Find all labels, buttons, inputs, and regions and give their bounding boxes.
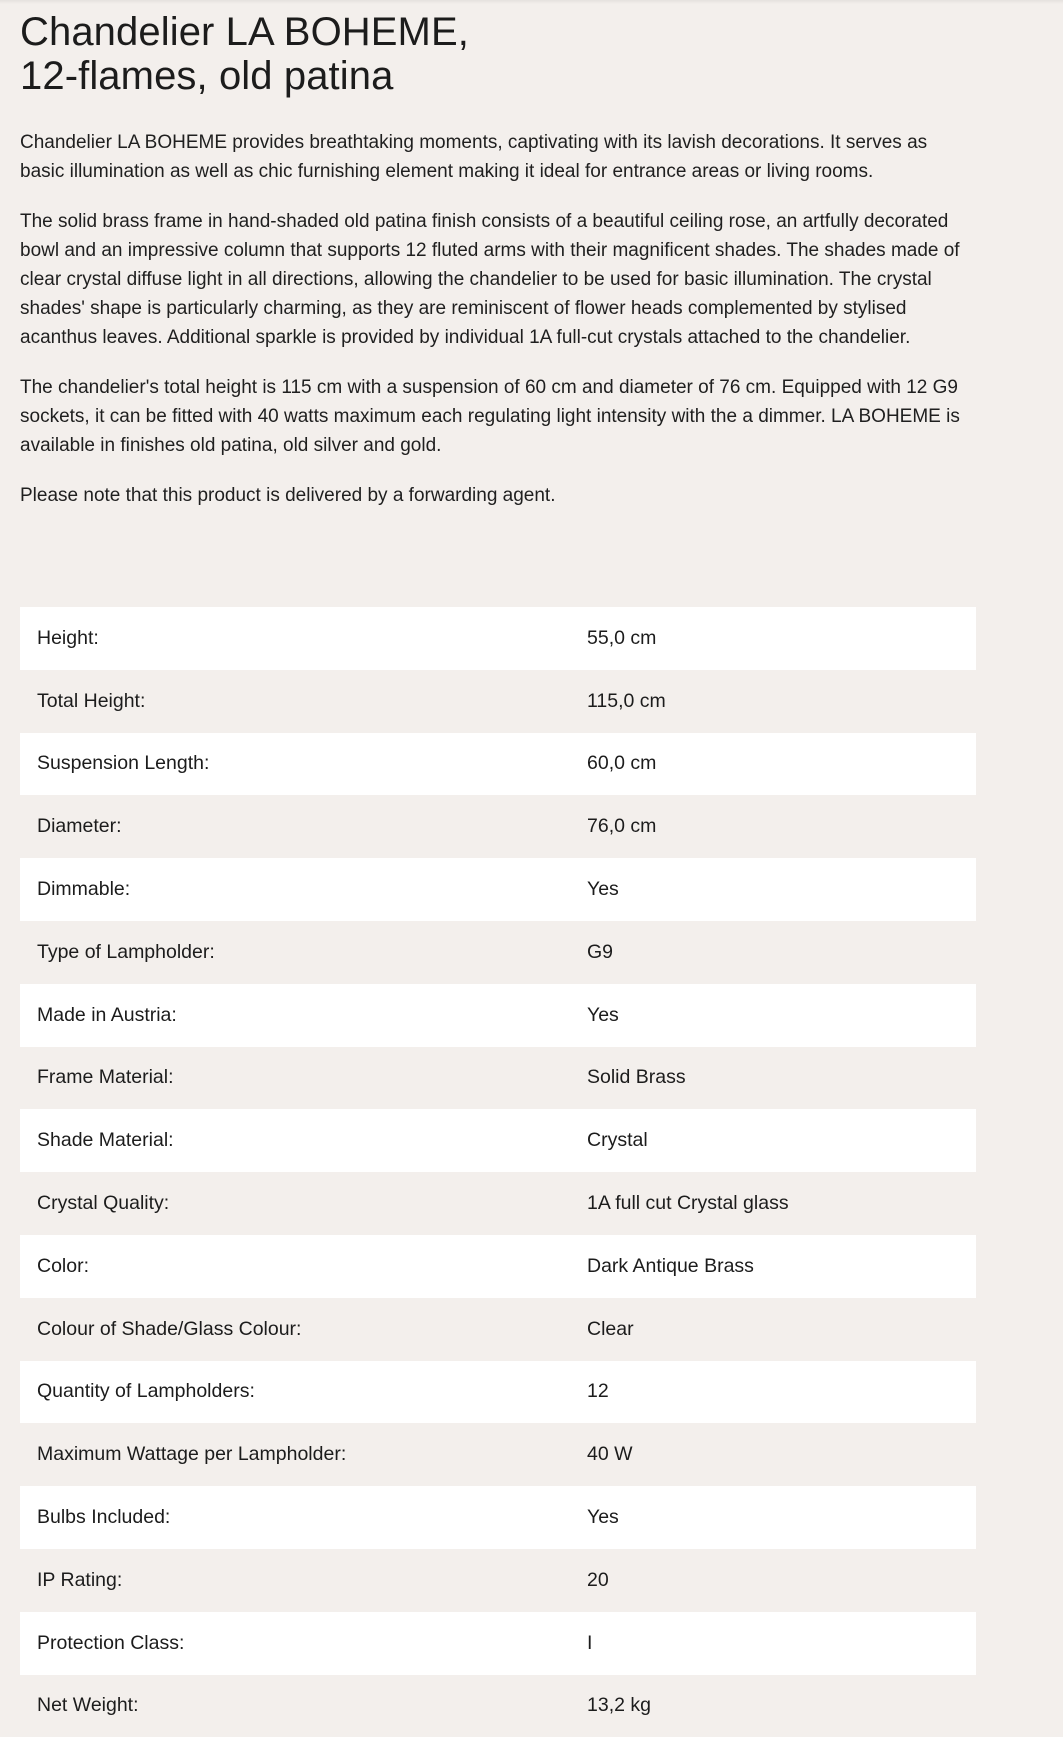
spec-label: Quantity of Lampholders: [20, 1361, 587, 1424]
spec-label: Crystal Quality: [37, 1192, 170, 1215]
top-edge-shadow [0, 0, 1063, 4]
spec-value: 60,0 cm [587, 733, 976, 796]
table-row [20, 1486, 976, 1549]
spec-label: Shade Material: [20, 1109, 587, 1172]
spec-value: 115,0 cm [587, 689, 666, 712]
product-title-line-1: Chandelier LA BOHEME, [20, 10, 469, 54]
table-row [20, 607, 976, 670]
description-paragraph-dimensions: The chandelier's total height is 115 cm with a suspension of 60 cm and diameter of 76 cm. Equipped with 12 G9 sockets, it can be fitted with 40 watts maximum each regulating light intensity with the a dimmer. LA BOHEME is available in finishes old patina, old silver and gold. [20, 377, 960, 456]
description-paragraph-frame: The solid brass frame in hand-shaded old patina finish consists of a beautiful ceiling rose, an artfully decorated bowl and an impressive column that supports 12 fluted arms with their magnificent shades. The shades made of clear crystal diffuse light in all directions, allowing the chandelier to be used for basic illumination. The crystal shades' shape is particularly charming, as they are reminiscent of flower heads complemented by stylised acanthus leaves. Additional sparkle is provided by individual 1A full-cut crystals attached to the chandelier. [20, 211, 960, 348]
spec-label: Colour of Shade/Glass Colour: [37, 1317, 302, 1340]
table-row [20, 1235, 976, 1298]
table-row [20, 984, 976, 1047]
spec-label: Made in Austria: [20, 984, 587, 1047]
spec-label: Bulbs Included: [20, 1486, 587, 1549]
table-row [20, 1109, 976, 1172]
spec-label: Protection Class: [20, 1612, 587, 1675]
spec-label: Net Weight: [37, 1694, 139, 1717]
spec-label: Height: [20, 607, 587, 670]
spec-value: Dark Antique Brass [587, 1235, 976, 1298]
spec-label: Dimmable: [20, 858, 587, 921]
spec-value: Yes [587, 1486, 976, 1549]
spec-label: Frame Material: [37, 1066, 174, 1089]
spec-label: Suspension Length: [20, 733, 587, 796]
product-title-line-2: 12-flames, old patina [20, 54, 394, 98]
spec-value: 40 W [587, 1443, 633, 1466]
table-row [20, 1047, 976, 1110]
spec-value: Solid Brass [587, 1066, 686, 1089]
table-row [20, 1549, 976, 1612]
table-row [20, 921, 976, 984]
table-row [20, 1612, 976, 1675]
spec-value: 55,0 cm [587, 607, 976, 670]
product-description [20, 128, 976, 510]
spec-value: 1A full cut Crystal glass [587, 1192, 789, 1215]
spec-value: G9 [587, 940, 614, 963]
table-row [20, 858, 976, 921]
table-row [20, 670, 976, 733]
specifications-table [20, 607, 976, 1737]
spec-label: Diameter: [37, 815, 122, 838]
spec-label: Type of Lampholder: [37, 940, 215, 963]
description-paragraph-intro: Chandelier LA BOHEME provides breathtaking moments, captivating with its lavish decorations. It serves as basic illumination as well as chic furnishing element making it ideal for entrance areas or living rooms. [20, 132, 928, 182]
table-row [20, 1423, 976, 1486]
spec-label: Color: [20, 1235, 587, 1298]
spec-value: 12 [587, 1361, 976, 1424]
table-row [20, 1361, 976, 1424]
spec-value: I [587, 1612, 976, 1675]
spec-value: Crystal [587, 1109, 976, 1172]
product-description-section [20, 10, 976, 531]
table-row [20, 1298, 976, 1361]
spec-label: Total Height: [37, 689, 146, 712]
spec-value: Yes [587, 858, 976, 921]
table-row [20, 733, 976, 796]
spec-value: 76,0 cm [587, 815, 657, 838]
spec-value: 13,2 kg [587, 1694, 651, 1717]
table-row [20, 1172, 976, 1235]
product-title [20, 10, 976, 98]
table-row [20, 795, 976, 858]
spec-value: 20 [587, 1568, 609, 1591]
description-paragraph-delivery-note: Please note that this product is delivered by a forwarding agent. [20, 485, 556, 506]
spec-value: Clear [587, 1317, 634, 1340]
spec-label: Maximum Wattage per Lampholder: [37, 1443, 347, 1466]
spec-value: Yes [587, 984, 976, 1047]
spec-label: IP Rating: [37, 1568, 123, 1591]
